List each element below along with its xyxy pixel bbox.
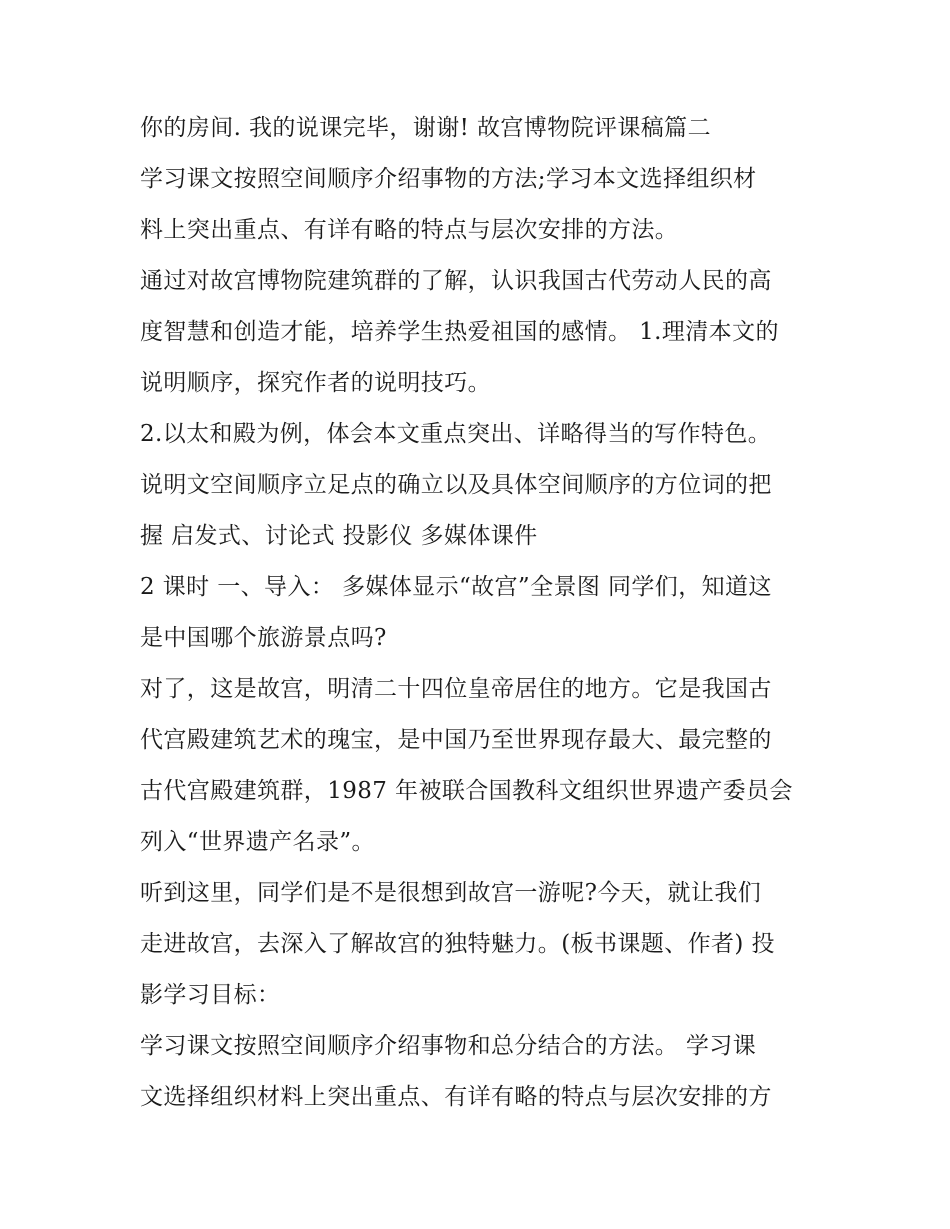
text-line: 走进故宫，去深入了解故宫的独特魅力。(板书课题、作者) 投 xyxy=(140,931,775,957)
document-body xyxy=(140,107,820,1127)
text-line: 你的房间. 我的说课完毕，谢谢! 故宫博物院评课稿篇二 xyxy=(140,115,711,141)
text-line: 是中国哪个旅游景点吗? xyxy=(140,625,387,651)
text-line: 握 启发式、讨论式 投影仪 多媒体课件 xyxy=(140,523,538,549)
text-line: 料上突出重点、有详有略的特点与层次安排的方法。 xyxy=(140,217,679,243)
text-line: 说明文空间顺序立足点的确立以及具体空间顺序的方位词的把 xyxy=(140,472,772,498)
text-line: 列入“世界遗产名录”。 xyxy=(140,829,375,855)
text-line: 2 课时 一、导入： 多媒体显示“故宫”全景图 同学们，知道这 xyxy=(140,574,772,600)
text-line: 听到这里，同学们是不是很想到故宫一游呢?今天，就让我们 xyxy=(140,880,762,906)
text-line: 文选择组织材料上突出重点、有详有略的特点与层次安排的方 xyxy=(140,1084,772,1110)
text-line: 学习课文按照空间顺序介绍事物的方法;学习本文选择组织材 xyxy=(140,166,757,192)
text-line: 通过对故宫博物院建筑群的了解，认识我国古代劳动人民的高 xyxy=(140,268,772,294)
text-line: 对了，这是故宫，明清二十四位皇帝居住的地方。它是我国古 xyxy=(140,676,772,702)
text-line: 影学习目标： xyxy=(140,982,281,1008)
text-line: 古代宫殿建筑群，1987 年被联合国教科文组织世界遗产委员会 xyxy=(140,778,793,804)
text-line: 说明顺序，探究作者的说明技巧。 xyxy=(140,370,491,396)
text-line: 学习课文按照空间顺序介绍事物和总分结合的方法。 学习课 xyxy=(140,1033,757,1059)
text-line: 度智慧和创造才能，培养学生热爱祖国的感情。 1.理清本文的 xyxy=(140,319,779,345)
text-line: 代宫殿建筑艺术的瑰宝，是中国乃至世界现存最大、最完整的 xyxy=(140,727,772,753)
text-line: 2.以太和殿为例，体会本文重点突出、详略得当的写作特色。 xyxy=(140,421,772,447)
